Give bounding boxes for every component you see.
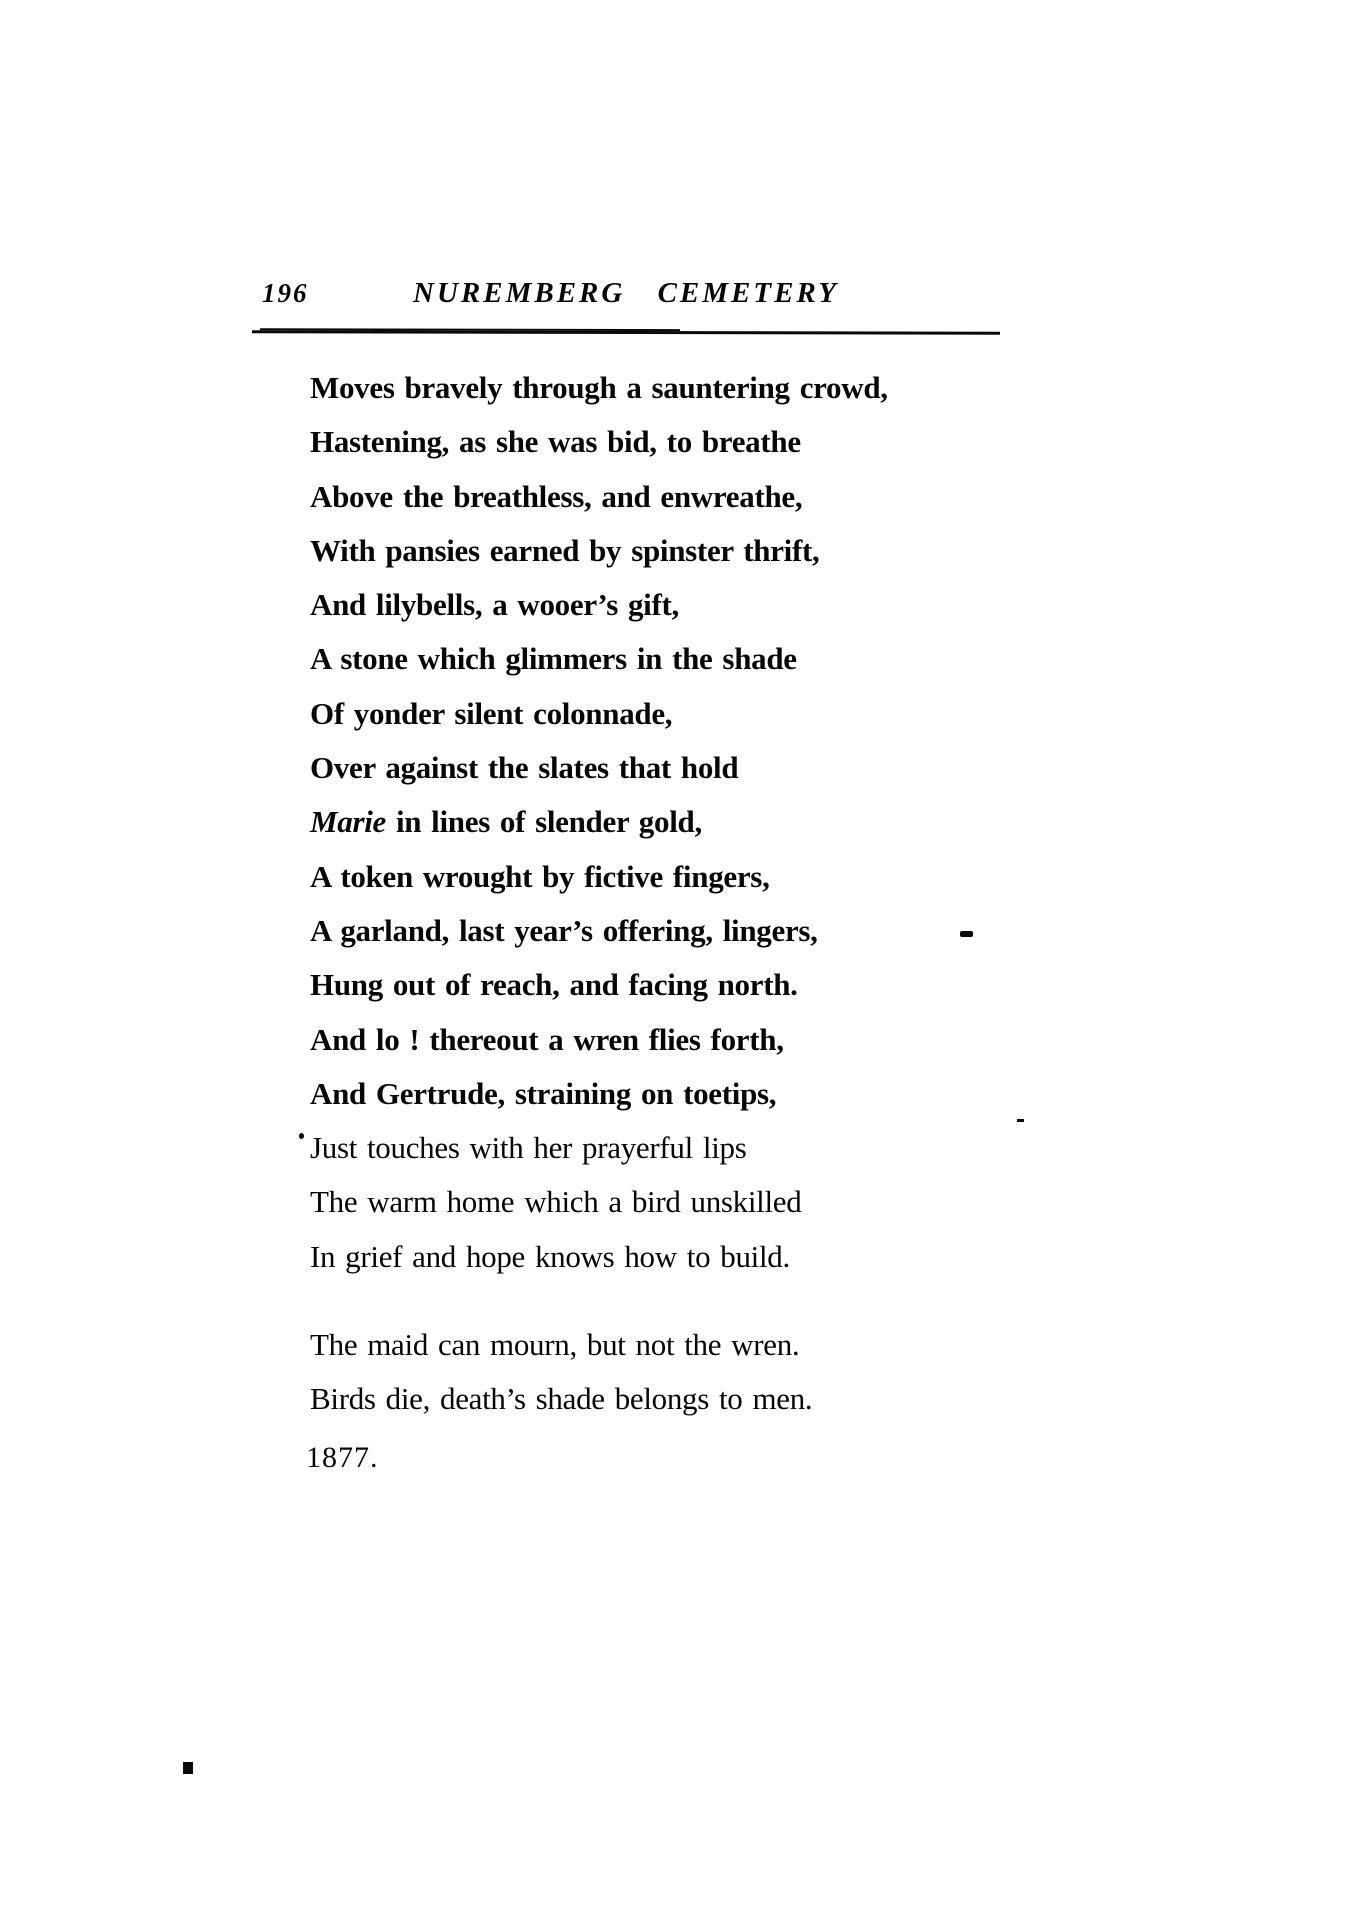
- ink-speck: [1017, 1119, 1024, 1122]
- italic-word: Marie: [310, 804, 387, 840]
- poem-line: [310, 687, 1070, 741]
- poem-line: [310, 1230, 1070, 1284]
- line-text: Of yonder silent colonnade,: [310, 695, 673, 731]
- ink-speck: [299, 1133, 304, 1139]
- line-text: Hung out of reach, and facing north.: [310, 967, 798, 1003]
- poem-line: [310, 1372, 1070, 1426]
- ink-speck: [960, 931, 973, 937]
- line-text: A stone which glimmers in the shade: [310, 641, 797, 677]
- line-text: The warm home which a bird unskilled: [310, 1184, 802, 1220]
- poem-line: [310, 741, 1070, 795]
- poem-line: [310, 1067, 1070, 1121]
- poem-date: 1877.: [306, 1441, 379, 1474]
- poem-line: [310, 361, 1070, 415]
- line-text: Just touches with her prayerful lips: [310, 1130, 747, 1166]
- page-number: 196: [262, 278, 309, 308]
- poem-line: [310, 578, 1070, 632]
- line-text: And Gertrude, straining on toetips,: [310, 1075, 777, 1111]
- line-text: The maid can mourn, but not the wren.: [310, 1327, 800, 1363]
- line-text: And lilybells, a wooer’s gift,: [310, 587, 679, 623]
- header-rule: [252, 330, 1000, 335]
- poem-line: [310, 1175, 1070, 1229]
- line-text: Hastening, as she was bid, to breathe: [310, 424, 801, 460]
- line-text: Above the breathless, and enwreathe,: [310, 478, 803, 514]
- running-head-title: NUREMBERG CEMETERY: [413, 277, 839, 309]
- poem-line: [310, 850, 1070, 904]
- line-text: in lines of slender gold,: [386, 804, 702, 840]
- poem-line: [310, 958, 1070, 1012]
- line-text: And lo ! thereout a wren flies forth,: [310, 1021, 784, 1057]
- line-text: In grief and hope knows how to build.: [310, 1238, 790, 1274]
- poem-line: [310, 1318, 1070, 1372]
- poem-line: [310, 795, 1070, 849]
- poem-line: [310, 524, 1070, 578]
- poem-line: [310, 632, 1070, 686]
- ink-speck: [183, 1762, 193, 1774]
- line-text: A garland, last year’s offering, lingers,: [310, 912, 818, 948]
- line-text: Over against the slates that hold: [310, 750, 739, 786]
- poem-line: [310, 1121, 1070, 1175]
- line-text: Birds die, death’s shade belongs to men.: [310, 1381, 813, 1417]
- line-text: Moves bravely through a sauntering crowd,: [310, 370, 888, 405]
- poem-line: [310, 904, 1070, 958]
- stanza: [310, 1318, 1070, 1427]
- poem-line: [310, 470, 1070, 524]
- line-text: A token wrought by fictive fingers,: [310, 858, 770, 894]
- stanza: [310, 361, 1070, 1284]
- poem-line: [310, 1013, 1070, 1067]
- poem-body: [310, 361, 1070, 1427]
- line-text: With pansies earned by spinster thrift,: [310, 532, 820, 568]
- poem-line: [310, 415, 1070, 469]
